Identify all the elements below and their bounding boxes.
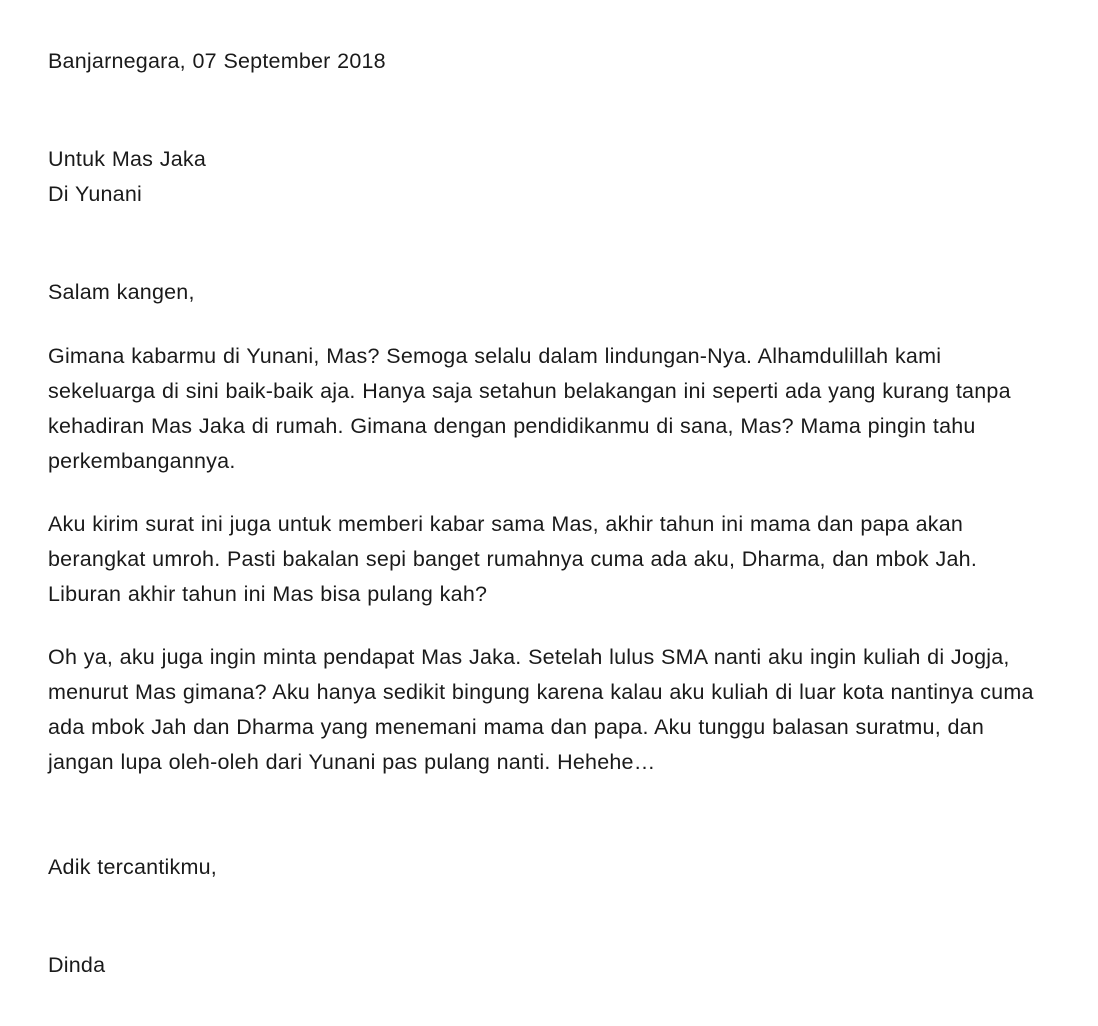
letter-body bbox=[48, 40, 1048, 983]
salutation: Salam kangen, bbox=[48, 280, 195, 304]
addressee-block bbox=[48, 79, 1048, 212]
dateline: Banjarnegara, 07 September 2018 bbox=[48, 49, 386, 73]
body-paragraphs bbox=[48, 310, 1048, 780]
body-paragraph-1: Gimana kabarmu di Yunani, Mas? Semoga selalu dalam lindungan-Nya. Alhamdulillah kami sekeluarga di sini baik-baik aja. Hanya saja setahun belakangan ini seperti ada yang kurang tanpa kehadiran Mas Jaka di rumah. Gimana dengan pendidikanmu di sana, Mas? Mama pingin tahu perkembangannya. bbox=[48, 344, 1011, 473]
signature-name: Dinda bbox=[48, 953, 106, 977]
body-paragraph-2: Aku kirim surat ini juga untuk memberi kabar sama Mas, akhir tahun ini mama dan papa akan berangkat umroh. Pasti bakalan sepi banget rumahnya cuma ada aku, Dharma, dan mbok Jah. Liburan akhir tahun ini Mas bisa pulang kah? bbox=[48, 512, 978, 606]
body-paragraph-3: Oh ya, aku juga ingin minta pendapat Mas Jaka. Setelah lulus SMA nanti aku ingin kuliah di Jogja, menurut Mas gimana? Aku hanya sedikit bingung karena kalau aku kuliah di luar kota nantinya cuma ada mbok Jah dan Dharma yang menemani mama dan papa. Aku tunggu balasan suratmu, dan jangan lupa oleh-oleh dari Yunani pas pulang nanti. Hehehe… bbox=[48, 645, 1034, 774]
addressee-recipient: Untuk Mas Jaka bbox=[48, 147, 207, 171]
addressee-location: Di Yunani bbox=[48, 182, 143, 206]
closing-salutation: Adik tercantikmu, bbox=[48, 855, 217, 879]
